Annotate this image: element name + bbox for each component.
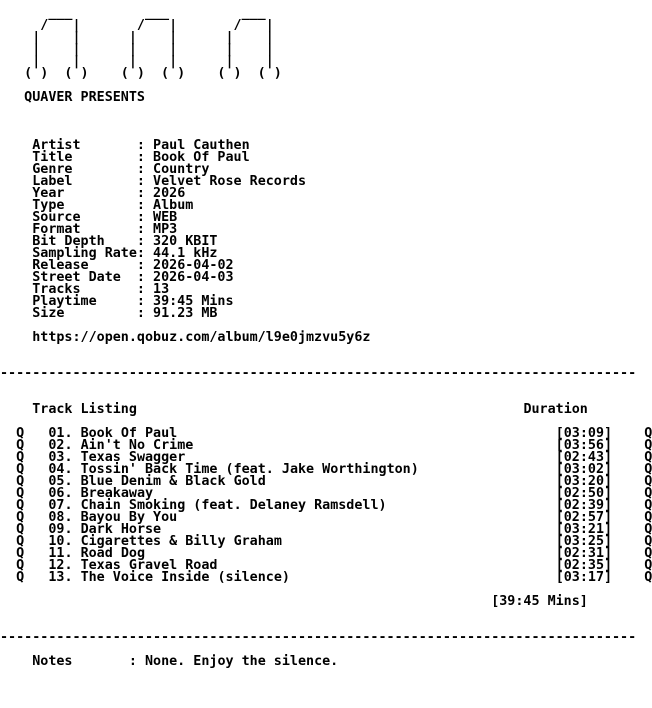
info-label: Release — [32, 258, 89, 273]
track-title: Breakaway — [80, 486, 154, 501]
track-title: Ain't No Crime — [80, 438, 194, 453]
info-label: Size — [32, 306, 65, 321]
track-marker: Q — [644, 546, 652, 561]
track-duration: [03:25] — [555, 534, 613, 549]
info-label: Street Date — [32, 270, 121, 285]
info-row: Tracks : 13 — [32, 282, 170, 297]
track-duration: [02:50] — [555, 486, 613, 501]
track-duration: [03:56] — [555, 438, 613, 453]
info-value: 2026-04-03 — [153, 270, 234, 285]
separator — [0, 368, 652, 380]
track-title: Blue Denim & Black Gold — [80, 474, 266, 489]
info-row: Year : 2026 — [32, 186, 186, 201]
url-line — [0, 332, 652, 344]
track-marker: Q — [16, 486, 25, 501]
info-value: 2026 — [153, 186, 186, 201]
blank-line — [0, 608, 652, 620]
track-marker: Q — [16, 570, 25, 585]
info-value: WEB — [153, 210, 178, 225]
info-label: Genre — [32, 162, 73, 177]
track-title: Road Dog — [80, 546, 145, 561]
tracklist-header — [0, 404, 652, 416]
info-value: 320 KBIT — [153, 234, 218, 249]
info-row: Title : Book Of Paul — [32, 150, 250, 165]
track-marker: Q — [644, 462, 652, 477]
track-duration: [02:43] — [555, 450, 613, 465]
track-duration: [03:02] — [555, 462, 613, 477]
track-number: 12. — [48, 558, 73, 573]
track-number: 07. — [48, 498, 73, 513]
track-title: Dark Horse — [80, 522, 162, 537]
info-row: Artist : Paul Cauthen — [32, 138, 250, 153]
track-title: Texas Swagger — [80, 450, 186, 465]
track-number: 04. — [48, 462, 73, 477]
track-marker: Q — [16, 426, 25, 441]
album-url: https://open.qobuz.com/album/l9e0jmzvu5y6z — [32, 330, 371, 345]
track-number: 01. — [48, 426, 73, 441]
track-number: 02. — [48, 438, 73, 453]
track-marker: Q — [644, 570, 652, 585]
info-row: Street Date : 2026-04-03 — [32, 270, 234, 285]
info-row: Genre : Country — [32, 162, 210, 177]
track-title: Book Of Paul — [80, 426, 178, 441]
track-title: Texas Gravel Road — [80, 558, 218, 573]
info-row: Playtime : 39:45 Mins — [32, 294, 234, 309]
track-marker: Q — [644, 426, 652, 441]
track-number: 05. — [48, 474, 73, 489]
track-marker: Q — [644, 498, 652, 513]
logo-ascii-line: | | | | | | — [0, 42, 274, 57]
info-row: Bit Depth : 320 KBIT — [32, 234, 218, 249]
tracklist-heading: Track Listing — [32, 402, 137, 417]
track-duration: [02:35] — [555, 558, 613, 573]
track-duration: [02:57] — [555, 510, 613, 525]
duration-heading: Duration — [523, 402, 588, 417]
logo-ascii-line: / | / | / | — [0, 18, 274, 33]
logo-ascii-line: | | | | | | — [0, 54, 274, 69]
track-title: Cigarettes & Billy Graham — [80, 534, 282, 549]
track-marker: Q — [16, 474, 25, 489]
track-duration: [02:31] — [555, 546, 613, 561]
info-value: Paul Cauthen — [153, 138, 250, 153]
track-marker: Q — [644, 558, 652, 573]
info-label: Year — [32, 186, 65, 201]
track-marker: Q — [16, 558, 25, 573]
info-value: Country — [153, 162, 210, 177]
track-marker: Q — [16, 450, 25, 465]
track-marker: Q — [16, 438, 25, 453]
blank-line — [0, 344, 652, 356]
info-label: Sampling Rate — [32, 246, 137, 261]
info-label: Type — [32, 198, 65, 213]
notes-line: Notes : None. Enjoy the silence. — [32, 654, 339, 669]
blank-line — [0, 380, 652, 392]
info-value: 13 — [153, 282, 170, 297]
info-label: Tracks — [32, 282, 81, 297]
track-marker: Q — [644, 534, 652, 549]
track-number: 13. — [48, 570, 73, 585]
nfo-document — [0, 8, 652, 668]
info-row: Source : WEB — [32, 210, 178, 225]
logo-ascii-line: ( ) ( ) ( ) ( ) ( ) ( ) — [0, 66, 282, 81]
track-duration: [03:09] — [555, 426, 613, 441]
info-value: 39:45 Mins — [153, 294, 234, 309]
info-label: Title — [32, 150, 73, 165]
info-row: Label : Velvet Rose Records — [32, 174, 307, 189]
notes-label: Notes — [32, 654, 73, 669]
track-title: Bayou By You — [80, 510, 178, 525]
track-duration: [03:17] — [555, 570, 613, 585]
track-title: Chain Smoking (feat. Delaney Ramsdell) — [80, 498, 387, 513]
track-duration: [02:39] — [555, 498, 613, 513]
blank-line — [0, 116, 652, 128]
logo-ascii-line: ___ ___ ___ — [0, 6, 266, 21]
info-value: Album — [153, 198, 194, 213]
release-info — [0, 140, 652, 320]
info-value: Velvet Rose Records — [153, 174, 307, 189]
separator-text: ------------------------------------------------------------------------------- — [0, 630, 637, 645]
blank-line — [0, 104, 652, 116]
track-marker: Q — [16, 510, 25, 525]
track-marker: Q — [16, 534, 25, 549]
track-title: Tossin' Back Time (feat. Jake Worthington) — [80, 462, 419, 477]
track-marker: Q — [644, 522, 652, 537]
info-value: Book Of Paul — [153, 150, 250, 165]
track-number: 10. — [48, 534, 73, 549]
info-row: Type : Album — [32, 198, 194, 213]
track-marker: Q — [644, 474, 652, 489]
info-label: Source — [32, 210, 81, 225]
info-label: Bit Depth — [32, 234, 105, 249]
track-number: 11. — [48, 546, 73, 561]
info-row: Format : MP3 — [32, 222, 178, 237]
track-title: The Voice Inside (silence) — [80, 570, 290, 585]
track-list — [0, 428, 652, 584]
presents-line — [0, 92, 652, 104]
info-value: MP3 — [153, 222, 178, 237]
info-row: Sampling Rate: 44.1 kHz — [32, 246, 218, 261]
track-duration: [03:21] — [555, 522, 613, 537]
info-label: Format — [32, 222, 81, 237]
info-row: Size : 91.23 MB — [32, 306, 218, 321]
separator — [0, 632, 652, 644]
info-row: Release : 2026-04-02 — [32, 258, 234, 273]
notes-value: None. Enjoy the silence. — [144, 654, 339, 669]
info-value: 91.23 MB — [153, 306, 218, 321]
separator-text: ------------------------------------------------------------------------------- — [0, 366, 637, 381]
track-marker: Q — [16, 462, 25, 477]
track-marker: Q — [644, 510, 652, 525]
track-number: 03. — [48, 450, 73, 465]
track-number: 06. — [48, 486, 73, 501]
track-marker: Q — [16, 498, 25, 513]
track-duration: [03:20] — [555, 474, 613, 489]
track-marker: Q — [644, 450, 652, 465]
track-marker: Q — [644, 486, 652, 501]
info-value: 2026-04-02 — [153, 258, 234, 273]
track-number: 09. — [48, 522, 73, 537]
track-marker: Q — [16, 546, 25, 561]
track-marker: Q — [16, 522, 25, 537]
track-marker: Q — [644, 438, 652, 453]
info-value: 44.1 kHz — [153, 246, 218, 261]
info-label: Artist — [32, 138, 81, 153]
track-row — [0, 572, 652, 584]
presents-text: QUAVER PRESENTS — [24, 90, 145, 105]
info-label: Playtime — [32, 294, 97, 309]
info-label: Label — [32, 174, 73, 189]
track-number: 08. — [48, 510, 73, 525]
logo-ascii-line: | | | | | | — [0, 30, 274, 45]
total-playtime: [39:45 Mins] — [491, 594, 588, 609]
total-line — [0, 596, 652, 608]
